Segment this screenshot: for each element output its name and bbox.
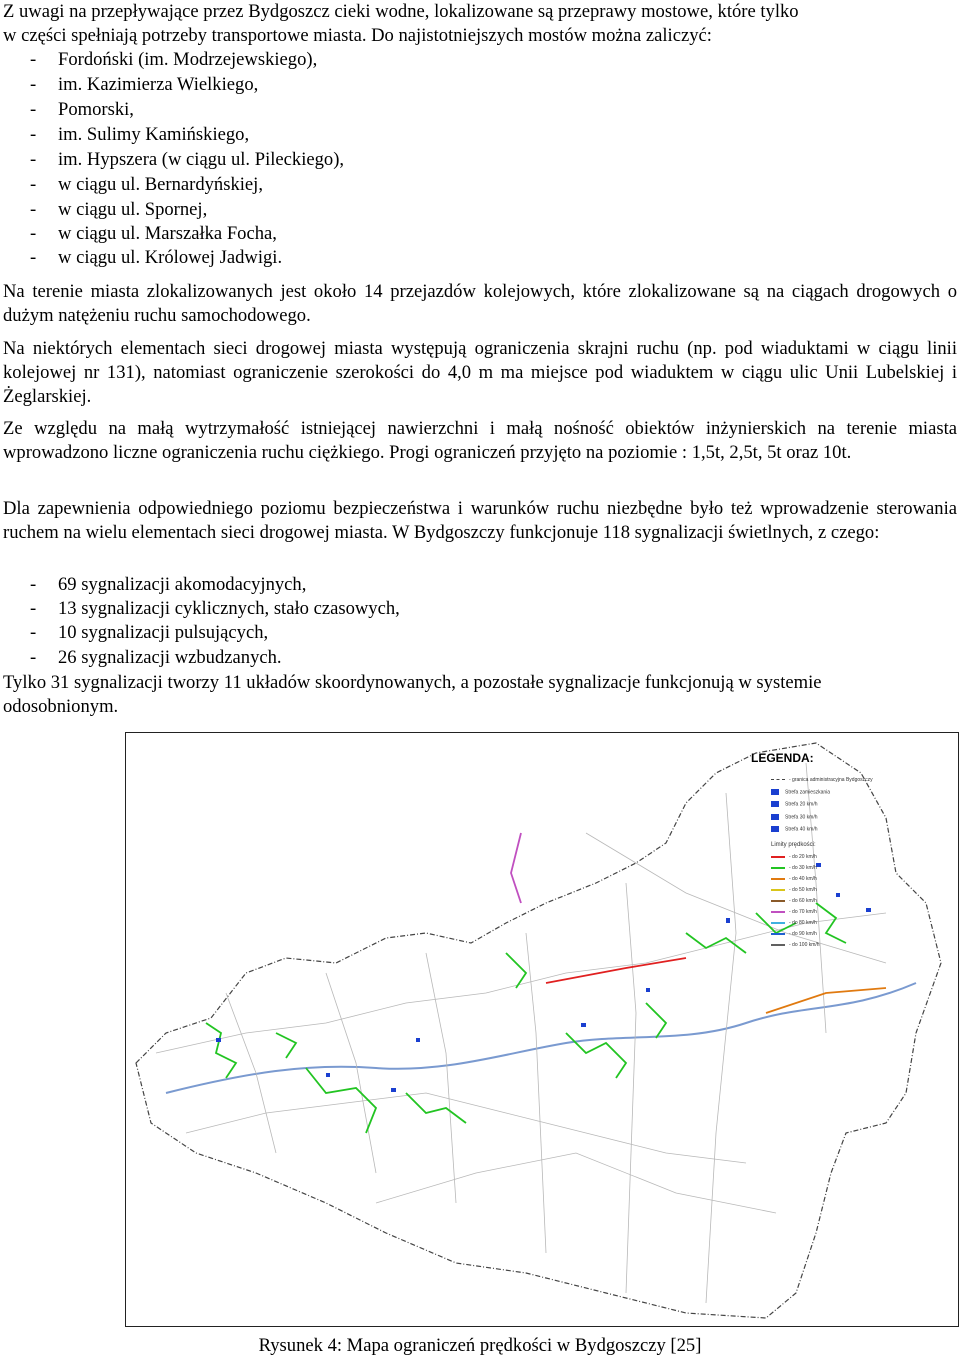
paragraph-signals: Dla zapewnienia odpowiedniego poziomu bezpieczeństwa i warunków ruchu niezbędne było też wprowadzenie sterowania ruchem na wielu elementach sieci drogowej miasta. W Bydgoszczy funkcjonuje 118 sygnalizacji świetlnych, z czego: <box>3 498 957 543</box>
list-item: - w ciągu ul. Marszałka Focha, <box>30 223 277 244</box>
legend-limit: - do 60 km/h <box>771 898 951 904</box>
closing-line-2: odosobnionym. <box>3 696 119 717</box>
legend-limit: - do 30 km/h <box>771 865 951 871</box>
list-item: - im. Hypszera (w ciągu ul. Pileckiego), <box>30 149 345 170</box>
roads-30 <box>206 903 846 1133</box>
paragraph-weight: Ze względu na małą wytrzymałość istniejącej nawierzchni i małą nośność obiektów inżynierskich na terenie miasta wprowadzono liczne ograniczenia ruchu ciężkiego. Progi ograniczeń przyjęto na poziomie : 1,5t, 2,5t, 5t oraz 10t. <box>3 418 957 463</box>
figure-caption: Rysunek 4: Mapa ograniczeń prędkości w Bydgoszczy [25] <box>258 1335 702 1356</box>
legend-limits-title: Limity prędkości: <box>771 842 816 849</box>
legend-limit: - do 100 km/h <box>771 942 951 948</box>
legend-boundary: - granica administracyjna Bydgoszczy <box>771 777 951 783</box>
legend-limit: - do 70 km/h <box>771 909 951 915</box>
legend-zone: Strefa 40 km/h <box>771 826 951 832</box>
list-item: - Fordoński (im. Modrzejewskiego), <box>30 49 318 70</box>
list-item: - 13 sygnalizacji cyklicznych, stało czasowych, <box>30 598 400 619</box>
legend-zone: Strefa 30 km/h <box>771 814 951 820</box>
legend-panel <box>751 751 951 953</box>
legend-heading: LEGENDA: <box>751 751 814 765</box>
legend-zone: Strefa 20 km/h <box>771 801 951 807</box>
paragraph-clearance: Na niektórych elementach sieci drogowej miasta występują ograniczenia skrajni ruchu (np. pod wiaduktami w ciągu linii kolejowej nr 131), natomiast ograniczenie szerokości do 4,0 m ma miejsce pod wiaduktem w ciągu ulic Unii Lubelskiej i Żeglarskiej. <box>3 338 957 407</box>
closing-line-1: Tylko 31 sygnalizacji tworzy 11 układów skoordynowanych, a pozostałe sygnalizacje funkcjonują w systemie <box>3 672 822 693</box>
road-70 <box>511 833 521 903</box>
list-item: - 26 sygnalizacji wzbudzanych. <box>30 647 282 668</box>
paragraph-crossings: Na terenie miasta zlokalizowanych jest około 14 przejazdów kolejowych, które zlokalizowane są na ciągach drogowych o dużym natężeniu ruchu samochodowego. <box>3 281 957 326</box>
road-40 <box>766 988 886 1013</box>
legend-limit: - do 80 km/h <box>771 920 951 926</box>
list-item: - 10 sygnalizacji pulsujących, <box>30 622 269 643</box>
list-item: - 69 sygnalizacji akomodacyjnych, <box>30 574 307 595</box>
legend-limit: - do 90 km/h <box>771 931 951 937</box>
list-item: - Pomorski, <box>30 99 134 120</box>
list-item: - im. Sulimy Kamińskiego, <box>30 124 250 145</box>
list-item: - w ciągu ul. Bernardyńskiej, <box>30 174 263 195</box>
speed-limit-map <box>125 732 959 1327</box>
legend-zone: Strefa zamieszkania <box>771 789 951 795</box>
river <box>166 983 916 1093</box>
legend-limit: - do 50 km/h <box>771 887 951 893</box>
legend-limit: - do 20 km/h <box>771 854 951 860</box>
road-20 <box>546 958 686 983</box>
intro-line-2: w części spełniają potrzeby transportowe miasta. Do najistotniejszych mostów można zaliczyć: <box>3 25 712 46</box>
legend-limit: - do 40 km/h <box>771 876 951 882</box>
intro-line-1: Z uwagi na przepływające przez Bydgoszcz cieki wodne, lokalizowane są przeprawy mostowe, które tylko <box>3 1 799 22</box>
list-item: - w ciągu ul. Królowej Jadwigi. <box>30 247 283 268</box>
list-item: - im. Kazimierza Wielkiego, <box>30 74 259 95</box>
list-item: - w ciągu ul. Spornej, <box>30 199 208 220</box>
